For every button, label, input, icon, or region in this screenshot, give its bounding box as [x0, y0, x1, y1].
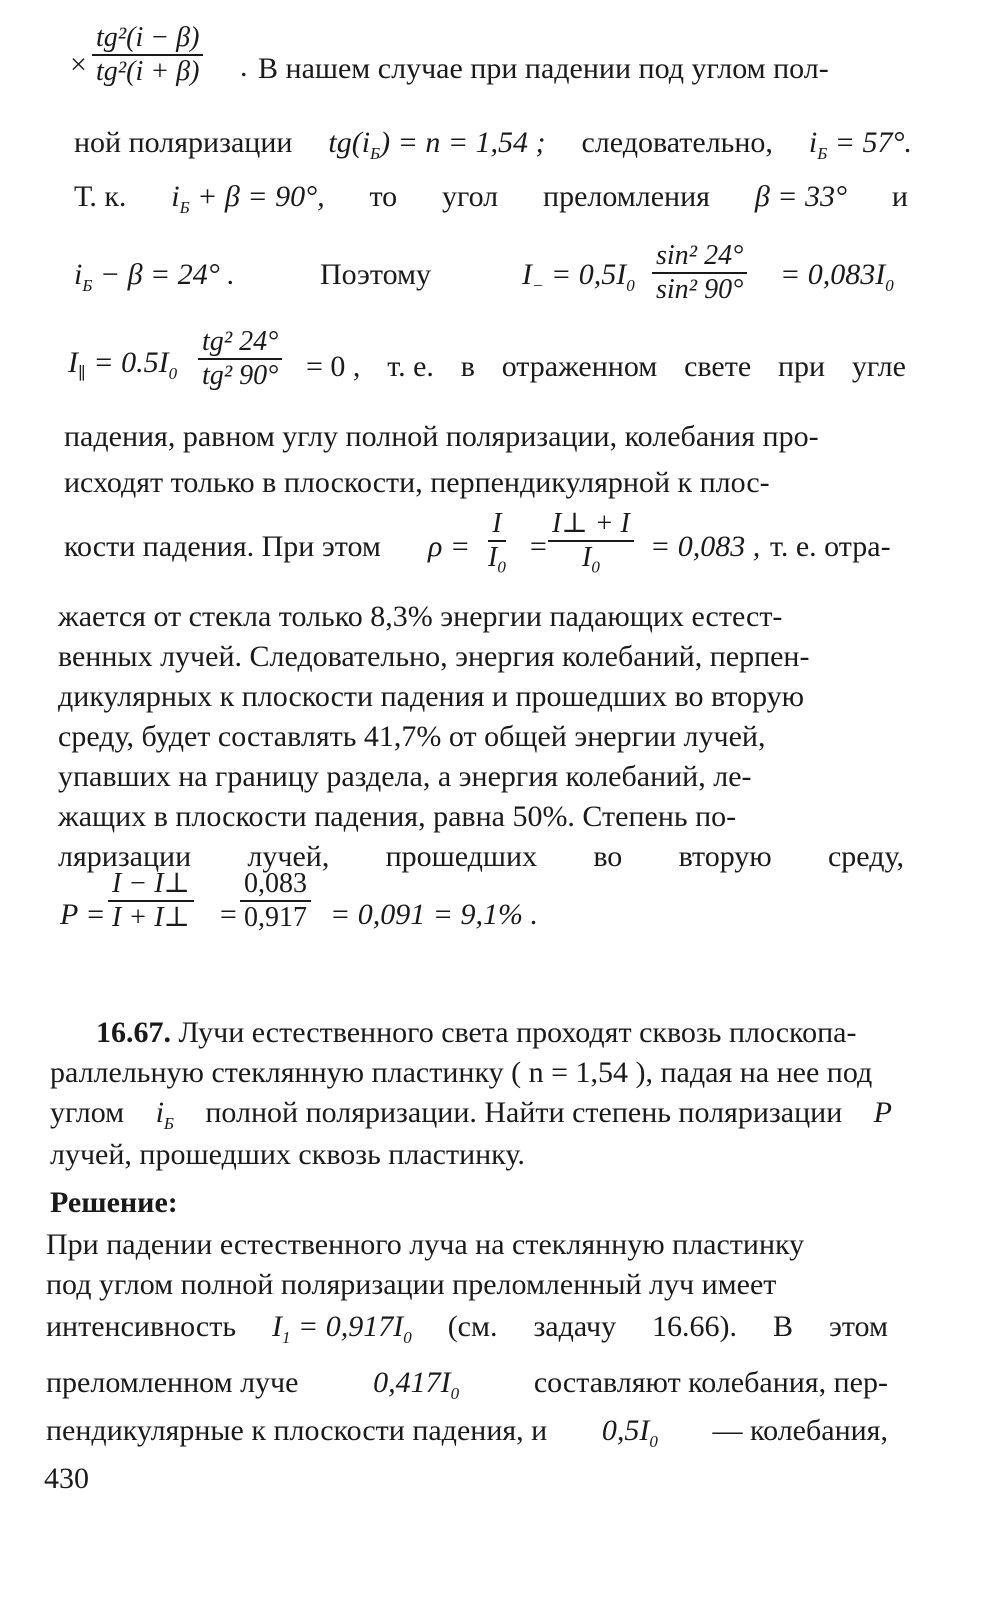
top-fraction	[92, 22, 203, 88]
line-03-text-h: и	[891, 180, 908, 213]
line-04-formula-a: $i_Б - \beta = 24^\circ$ .	[74, 258, 235, 295]
line-16-num-2: 0,083	[240, 868, 311, 902]
line-02-text: ной поляризации	[74, 126, 293, 159]
problem-line-2: раллельную стеклянную пластинку ( n = 1,54 ), падая на нее под	[50, 1056, 873, 1089]
problem-line-3: углом $i_Б$ полной поляризации. Найти степень поляризации P	[50, 1096, 892, 1133]
line-04-text: Поэтому	[320, 258, 432, 291]
line-16-p: P =	[60, 898, 106, 931]
solution-line-2: под углом полной поляризации преломленный луч имеет	[46, 1268, 777, 1301]
solution-line-3: интенсивность $I_1 = 0,917I_0$ (см. задачу 16.66). В этом	[46, 1310, 888, 1347]
line-08-den-1: $I_0$	[488, 542, 506, 577]
line-16-num-1: I − I⊥	[108, 868, 194, 902]
line-03-text-d: преломления	[543, 180, 710, 213]
solution-line-5: пендикулярные к плоскости падения, и $0,5I_0$ — колебания,	[46, 1414, 888, 1451]
line-05-fraction	[198, 326, 282, 392]
page-number: 430	[44, 1462, 89, 1495]
top-dot: .	[240, 50, 248, 83]
line-08-equals: =	[528, 530, 549, 563]
line-16-fraction-2	[240, 868, 311, 934]
line-15: ляризации лучей, прошедших во вторую среду,	[58, 840, 904, 873]
line-03	[74, 180, 908, 217]
line-05-text: = 0 , т. е. в отраженном свете при угле	[306, 350, 906, 383]
line-08-den-2: $I_0$	[582, 542, 600, 577]
line-14: жащих в плоскости падения, равна 50%. Степень по-	[58, 800, 737, 833]
line-04-fraction	[652, 240, 747, 306]
top-fraction-denominator: tg²(i + β)	[96, 56, 200, 87]
line-05-numerator: tg² 24°	[198, 326, 282, 360]
line-02-text-b: следовательно,	[581, 126, 773, 159]
problem-line-4: лучей, прошедших сквозь пластинку.	[50, 1138, 525, 1171]
line-06: падения, равном углу полной поляризации, колебания про-	[64, 420, 819, 453]
line-04-numerator: sin² 24°	[652, 240, 747, 274]
line-07: исходят только в плоскости, перпендикулярной к плос-	[64, 466, 770, 499]
line-08-rho: ρ =	[428, 530, 471, 563]
line-08-fraction-1	[484, 508, 510, 577]
problem-line-1: 16.67. Лучи естественного света проходят сквозь плоскопа-	[96, 1016, 857, 1049]
line-16-den-1: I + I⊥	[112, 902, 190, 933]
line-05-denominator: tg² 90°	[202, 360, 279, 391]
line-12: среду, будет составлять 41,7% от общей энергии лучей,	[58, 720, 766, 753]
line-16-fraction-1	[108, 868, 194, 934]
line-04-denominator: sin² 90°	[656, 274, 744, 305]
line-05-formula-a: $I_\parallel = 0.5I_0$	[68, 346, 178, 383]
line-16-result: = 0,091 = 9,1% .	[330, 898, 538, 931]
line-08-fraction-2	[548, 508, 634, 577]
problem-number: 16.67.	[96, 1016, 171, 1049]
line-03-beta: β = 33°	[754, 180, 848, 213]
line-02-formula: $tg(i_Б) = n = 1,54$ ;	[328, 126, 546, 163]
line-08-text: кости падения. При этом	[64, 530, 381, 563]
line-03-text-c: угол	[442, 180, 499, 213]
top-fraction-numerator: tg²(i − β)	[92, 22, 203, 56]
line-08-tail: т. е. отра-	[770, 530, 891, 563]
multiply-sign: ×	[70, 48, 87, 81]
line-08-num-1: I	[488, 508, 505, 542]
line-03-text-b: то	[369, 180, 398, 213]
solution-heading: Решение:	[50, 1186, 178, 1219]
line-09: жается от стекла только 8,3% энергии падающих естест-	[58, 600, 783, 633]
line-04-formula-b: $I_- = 0,5I_0$	[522, 258, 635, 295]
solution-line-1: При падении естественного луча на стеклянную пластинку	[46, 1228, 805, 1261]
line-03-text-a: Т. к.	[74, 180, 127, 213]
solution-line-4: преломленном луче $0,417I_0$ составляют колебания, пер-	[46, 1366, 888, 1403]
line-10: венных лучей. Следовательно, энергия колебаний, перпен-	[58, 640, 810, 673]
line-03-formula: $i_Б + \beta = 90^\circ$,	[171, 180, 325, 217]
line-13: упавших на границу раздела, а энергия колебаний, ле-	[58, 760, 752, 793]
line-11: дикулярных к плоскости падения и прошедших во вторую	[58, 680, 805, 713]
line-02	[74, 126, 912, 163]
line-02-angle: $i_Б = 57^\circ$.	[808, 126, 912, 163]
line-16-den-2: 0,917	[244, 902, 307, 933]
line-08-result: = 0,083 ,	[650, 530, 761, 563]
line-16-equals: =	[218, 898, 239, 931]
line-04-result: = $0,083I_0$	[780, 258, 894, 295]
line-01: В нашем случае при падении под углом пол-	[258, 52, 829, 85]
line-08-num-2: I⊥ + I	[548, 508, 634, 542]
